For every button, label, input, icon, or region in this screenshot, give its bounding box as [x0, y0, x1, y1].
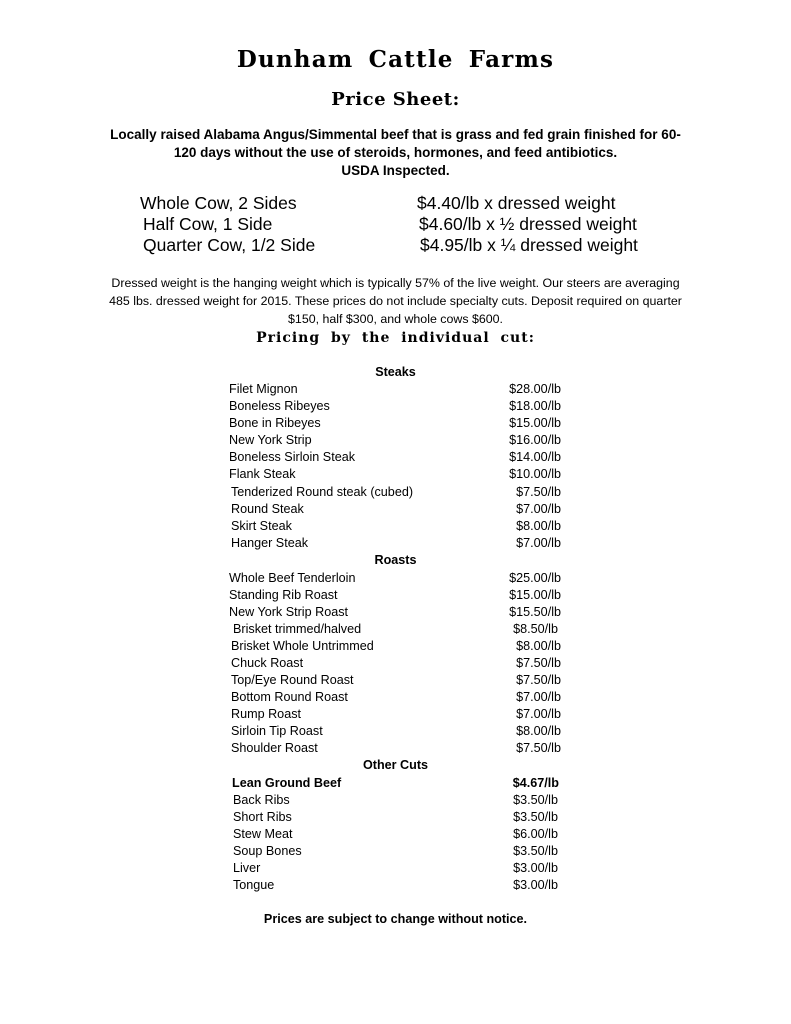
cut-name: Rump Roast [231, 707, 301, 721]
cut-price: $18.00/lb [509, 399, 561, 413]
cut-name: Soup Bones [233, 844, 302, 858]
cut-price: $8.00/lb [516, 724, 561, 738]
cut-price: $7.50/lb [516, 485, 561, 499]
cut-name: Stew Meat [233, 827, 293, 841]
price-row [0, 740, 791, 757]
cut-name: Bone in Ribeyes [229, 416, 321, 430]
price-row [0, 621, 791, 638]
cut-name: Flank Steak [229, 467, 296, 481]
cut-name: Filet Mignon [229, 382, 298, 396]
cut-price: $7.50/lb [516, 741, 561, 755]
cut-name: Standing Rib Roast [229, 588, 338, 602]
cut-price: $15.00/lb [509, 588, 561, 602]
cut-price: $3.00/lb [513, 878, 558, 892]
price-row [0, 449, 791, 466]
price-row [0, 860, 791, 877]
page-title: Dunham Cattle Farms [236, 46, 555, 73]
price-row [0, 466, 791, 483]
cut-name: Chuck Roast [231, 656, 304, 670]
cut-name: Tongue [233, 878, 275, 892]
cut-name: Lean Ground Beef [232, 776, 342, 790]
cut-name: New York Strip [229, 433, 312, 447]
price-row [0, 604, 791, 621]
intro-line: 120 days without the use of steroids, hormones, and feed antibiotics. [173, 145, 618, 160]
price-row [0, 706, 791, 723]
price-row [0, 877, 791, 894]
cut-price: $15.50/lb [509, 605, 561, 619]
price-row [0, 501, 791, 518]
package-price-quarter: $4.95/lb x ¼ dressed weight [420, 235, 638, 255]
cut-name: Tenderized Round steak (cubed) [231, 485, 414, 499]
cut-name: Brisket Whole Untrimmed [231, 639, 374, 653]
price-row [0, 775, 791, 792]
price-disclaimer: Prices are subject to change without notice. [263, 912, 528, 926]
price-row [0, 570, 791, 587]
cut-name: Brisket trimmed/halved [233, 622, 362, 636]
cut-name: New York Strip Roast [229, 605, 348, 619]
price-row [0, 535, 791, 552]
price-row [0, 518, 791, 535]
price-sheet-subtitle: Price Sheet: [331, 89, 460, 110]
package-price-whole: $4.40/lb x dressed weight [417, 193, 616, 213]
cut-price: $14.00/lb [509, 450, 561, 464]
cut-price: $28.00/lb [509, 382, 561, 396]
cut-name: Sirloin Tip Roast [231, 724, 323, 738]
note-line: Dressed weight is the hanging weight which is typically 57% of the live weight. Our steers are averaging [111, 276, 680, 290]
price-row [0, 587, 791, 604]
cut-price: $4.67/lb [512, 776, 559, 790]
cut-name: Shoulder Roast [231, 741, 318, 755]
package-name-whole: Whole Cow, 2 Sides [140, 193, 297, 213]
cut-name: Liver [233, 861, 261, 875]
intro-paragraph [90, 126, 701, 180]
cut-price: $3.50/lb [513, 793, 558, 807]
cut-price: $3.00/lb [513, 861, 558, 875]
price-row [0, 723, 791, 740]
cut-price: $8.00/lb [516, 519, 561, 533]
cut-price: $15.00/lb [509, 416, 561, 430]
cut-name: Boneless Ribeyes [229, 399, 330, 413]
cut-name: Back Ribs [233, 793, 290, 807]
price-row [0, 638, 791, 655]
note-line: $150, half $300, and whole cows $600. [288, 312, 503, 326]
cut-name: Skirt Steak [231, 519, 292, 533]
cut-name: Top/Eye Round Roast [231, 673, 354, 687]
section-title-other-cuts: Other Cuts [362, 758, 429, 772]
price-row [0, 398, 791, 415]
cut-price: $6.00/lb [513, 827, 558, 841]
cut-price: $8.50/lb [513, 622, 558, 636]
cut-price: $7.00/lb [516, 502, 561, 516]
cut-price: $7.00/lb [516, 536, 561, 550]
cut-price: $16.00/lb [509, 433, 561, 447]
cut-price: $3.50/lb [513, 844, 558, 858]
price-row [0, 415, 791, 432]
cuts-heading: Pricing by the individual cut: [256, 330, 535, 346]
price-row [0, 809, 791, 826]
package-price-half: $4.60/lb x ½ dressed weight [419, 214, 637, 234]
cut-price: $7.50/lb [516, 656, 561, 670]
price-row [0, 689, 791, 706]
cut-name: Short Ribs [233, 810, 292, 824]
price-row [0, 484, 791, 501]
section-title-roasts: Roasts [374, 553, 417, 567]
section-title-steaks: Steaks [375, 365, 416, 379]
cut-name: Boneless Sirloin Steak [229, 450, 356, 464]
price-row [0, 792, 791, 809]
price-row [0, 655, 791, 672]
cut-price: $3.50/lb [513, 810, 558, 824]
intro-line: Locally raised Alabama Angus/Simmental beef that is grass and fed grain finished for 60- [110, 127, 681, 142]
cut-name: Round Steak [231, 502, 304, 516]
price-row [0, 432, 791, 449]
price-row [0, 381, 791, 398]
price-row [0, 843, 791, 860]
note-line: 485 lbs. dressed weight for 2015. These prices do not include specialty cuts. Deposit required on quarter [109, 294, 682, 308]
cut-price: $10.00/lb [509, 467, 561, 481]
dressed-weight-note [92, 274, 699, 328]
price-row [0, 672, 791, 689]
price-row [0, 826, 791, 843]
intro-line: USDA Inspected. [341, 163, 450, 178]
package-name-half: Half Cow, 1 Side [143, 214, 273, 234]
cut-name: Hanger Steak [231, 536, 309, 550]
cut-name: Bottom Round Roast [231, 690, 348, 704]
package-name-quarter: Quarter Cow, 1/2 Side [143, 235, 316, 255]
cut-price: $7.50/lb [516, 673, 561, 687]
cut-price: $7.00/lb [516, 690, 561, 704]
cut-price: $8.00/lb [516, 639, 561, 653]
cut-price: $7.00/lb [516, 707, 561, 721]
cut-name: Whole Beef Tenderloin [229, 571, 356, 585]
cut-price: $25.00/lb [509, 571, 561, 585]
